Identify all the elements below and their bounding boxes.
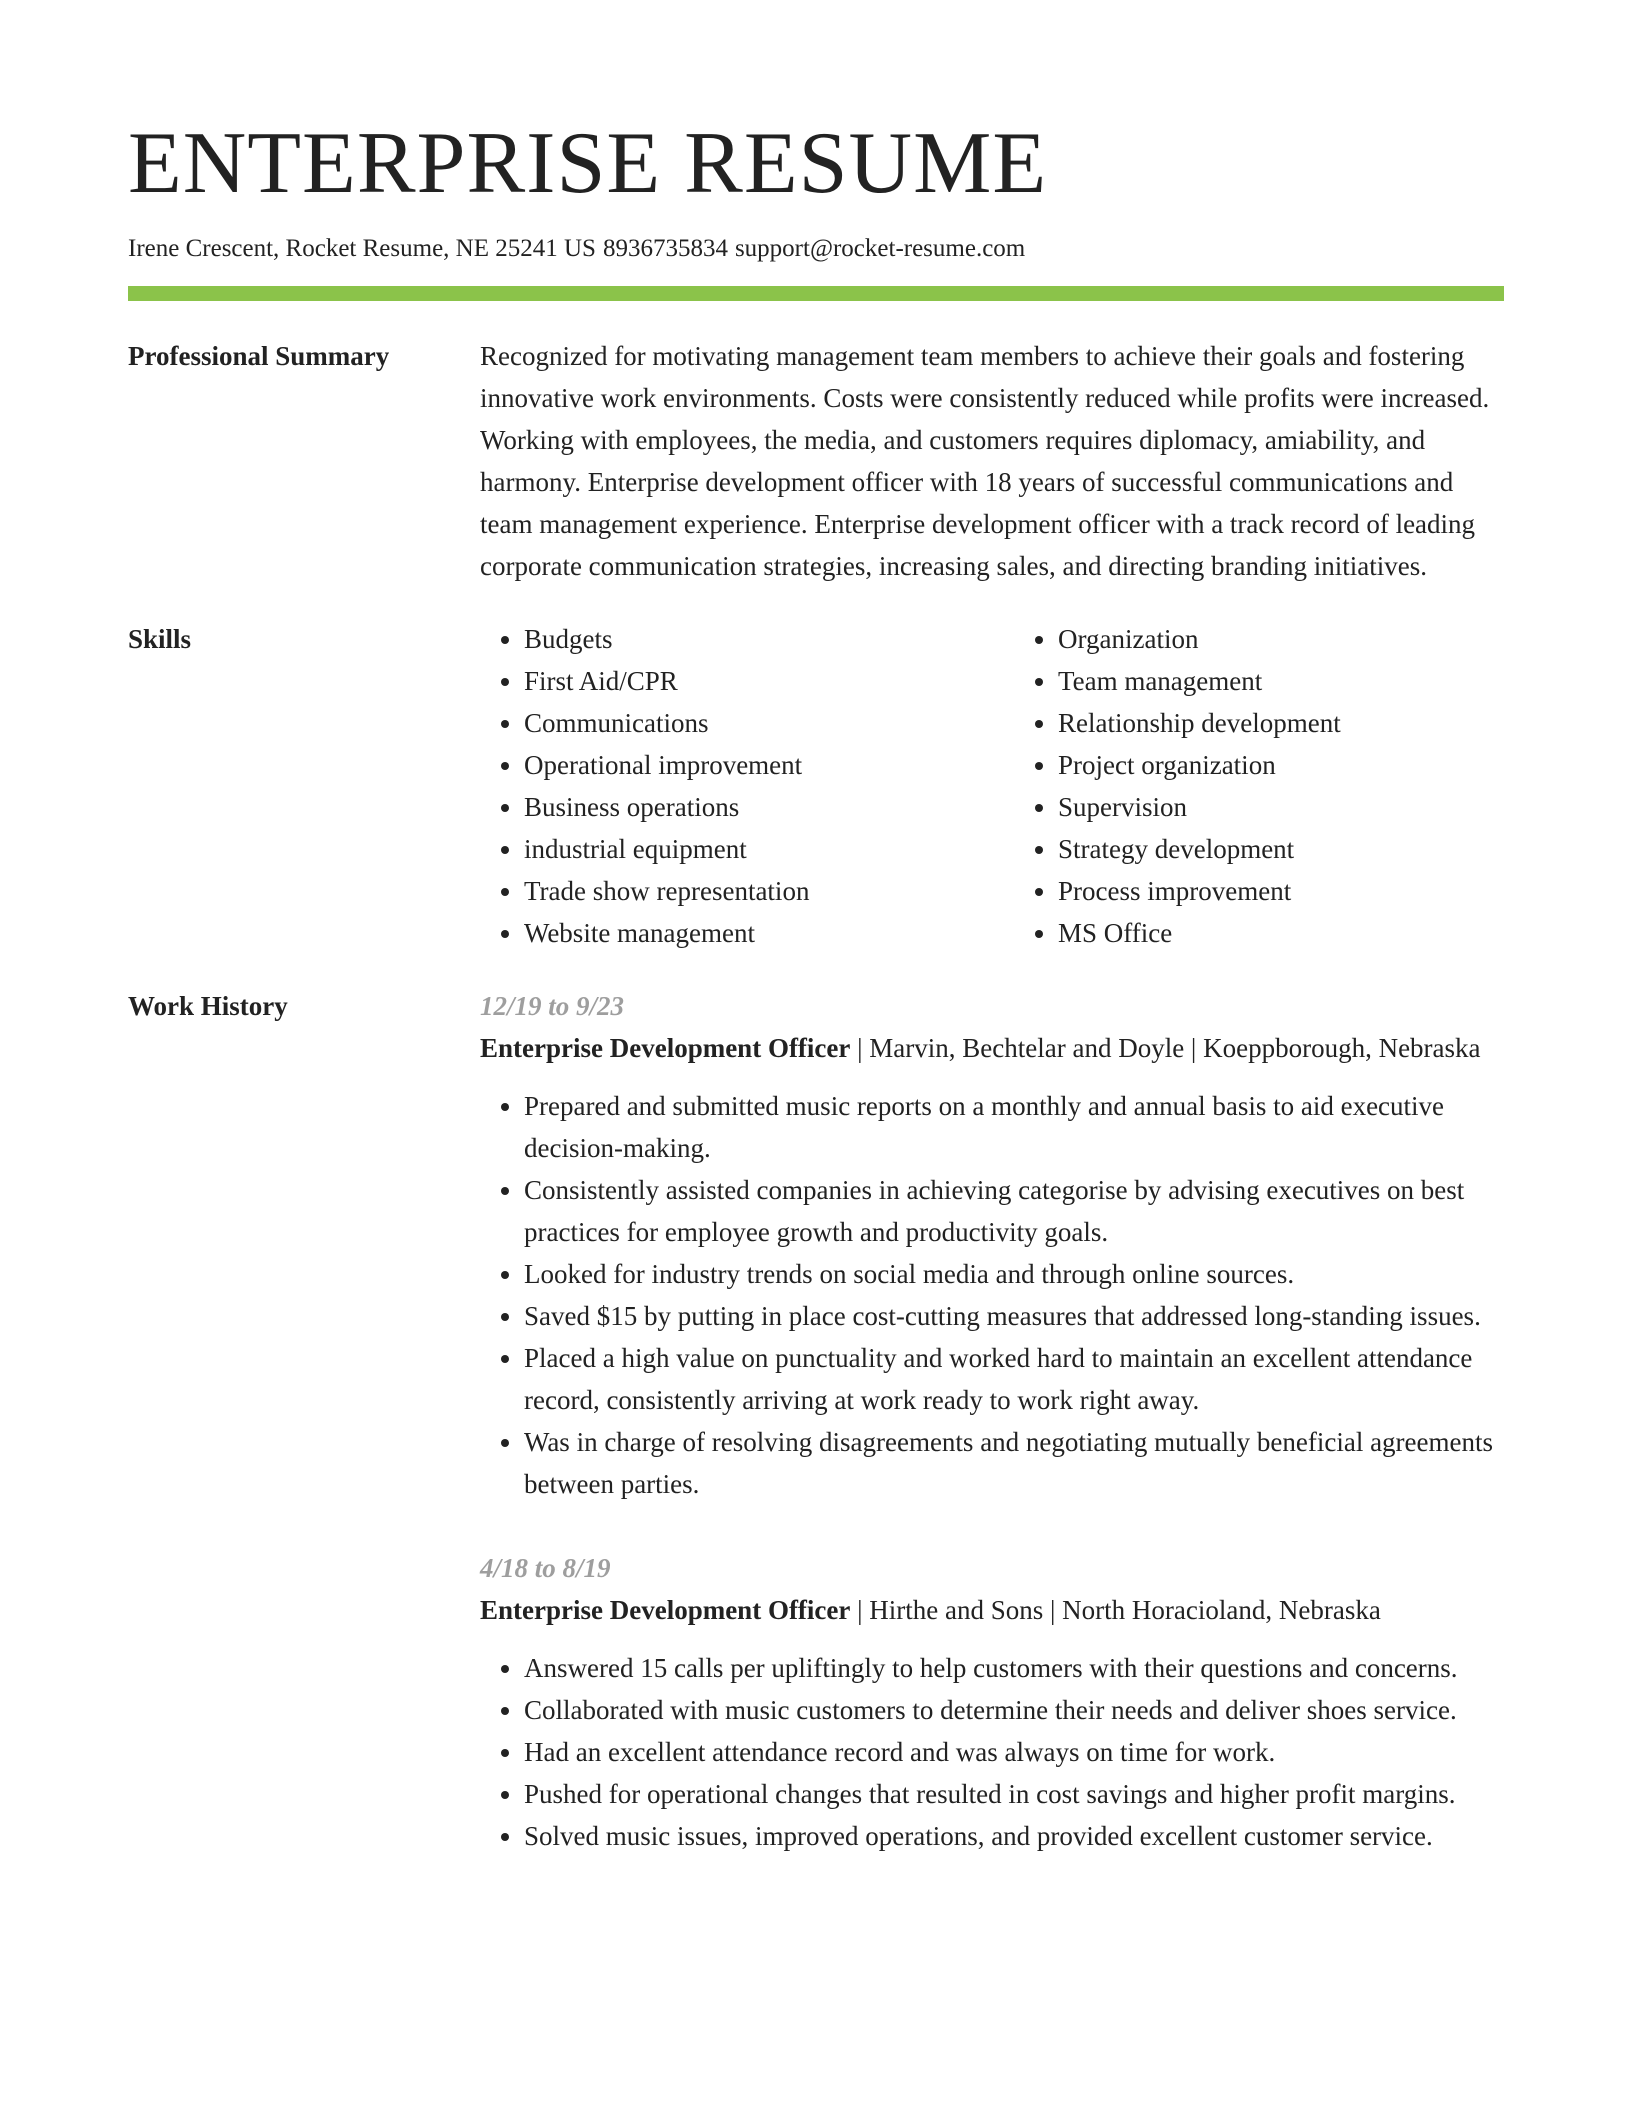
skill-item: • MS Office — [1058, 912, 1504, 954]
job-bullet: • Solved music issues, improved operations, and provided excellent customer service. — [524, 1815, 1504, 1857]
job-title: Enterprise Development Officer — [480, 1033, 851, 1063]
contact-email: support@rocket-resume.com — [734, 235, 1026, 262]
contact-address: Irene Crescent, Rocket Resume, NE 25241 US — [128, 235, 596, 262]
job-bullets — [480, 1085, 1504, 1505]
job-entry — [480, 985, 1504, 1505]
skill-item: • industrial equipment — [524, 828, 970, 870]
job-bullet: • Pushed for operational changes that resulted in cost savings and higher profit margins. — [524, 1773, 1504, 1815]
skill-item: • Relationship development — [1058, 702, 1504, 744]
skill-item: • Operational improvement — [524, 744, 970, 786]
skills-list-left — [480, 618, 970, 954]
job-dates: 12/19 to 9/23 — [480, 991, 625, 1021]
skill-item: • Organization — [1058, 618, 1504, 660]
work-history-section — [128, 985, 1504, 1857]
skill-item: • First Aid/CPR — [524, 660, 970, 702]
job-bullet: • Saved $15 by putting in place cost-cutting measures that addressed long-standing issues. — [524, 1295, 1504, 1337]
job-bullets — [480, 1647, 1504, 1857]
job-title-line — [480, 1589, 1504, 1631]
job-bullet: • Answered 15 calls per upliftingly to help customers with their questions and concerns. — [524, 1647, 1504, 1689]
job-bullet: • Was in charge of resolving disagreements and negotiating mutually beneficial agreements between parties. — [524, 1421, 1504, 1505]
job-entry — [480, 1547, 1504, 1857]
skill-item: • Process improvement — [1058, 870, 1504, 912]
skills-list-right — [1014, 618, 1504, 954]
job-bullet: • Had an excellent attendance record and was always on time for work. — [524, 1731, 1504, 1773]
job-bullet: • Consistently assisted companies in achieving categorise by advising executives on best practices for employee growth and productivity goals. — [524, 1169, 1504, 1253]
skill-item: • Business operations — [524, 786, 970, 828]
summary-body — [480, 335, 1504, 587]
skill-item: • Strategy development — [1058, 828, 1504, 870]
job-bullet: • Placed a high value on punctuality and worked hard to maintain an excellent attendance record, consistently arriving at work ready to work right away. — [524, 1337, 1504, 1421]
skill-item: • Project organization — [1058, 744, 1504, 786]
contact-phone: 8936735834 — [602, 235, 728, 262]
skill-item: • Team management — [1058, 660, 1504, 702]
skill-item: • Website management — [524, 912, 970, 954]
job-title: Enterprise Development Officer — [480, 1595, 851, 1625]
job-title-line — [480, 1027, 1504, 1069]
work-history-body — [480, 985, 1504, 1857]
skill-item: • Trade show representation — [524, 870, 970, 912]
skills-body — [480, 618, 1504, 954]
resume-title: ENTERPRISE RESUME — [128, 115, 1048, 212]
skill-item: • Communications — [524, 702, 970, 744]
summary-text: Recognized for motivating management team members to achieve their goals and fostering innovative work environments. Costs were consistently reduced while profits were increased. Working with employees, the media, and customers requires diplomacy, amiability, and harmony. Enterprise development officer with 18 years of successful communications and team management experience. Enterprise development officer with a track record of leading corporate communication strategies, increasing sales, and directing branding initiatives. — [480, 341, 1490, 581]
skill-item: • Supervision — [1058, 786, 1504, 828]
summary-section — [128, 335, 1504, 587]
skill-item: • Budgets — [524, 618, 970, 660]
job-bullet: • Collaborated with music customers to determine their needs and deliver shoes service. — [524, 1689, 1504, 1731]
job-bullet: • Prepared and submitted music reports on a monthly and annual basis to aid executive decision-making. — [524, 1085, 1504, 1169]
job-bullet: • Looked for industry trends on social media and through online sources. — [524, 1253, 1504, 1295]
skills-heading: Skills — [128, 624, 192, 654]
work-history-heading: Work History — [128, 991, 288, 1021]
skills-section — [128, 618, 1504, 954]
job-details: | Hirthe and Sons | North Horacioland, Nebraska — [850, 1595, 1381, 1625]
header-divider — [128, 286, 1504, 301]
summary-heading: Professional Summary — [128, 341, 390, 371]
contact-line — [128, 236, 1504, 261]
job-dates: 4/18 to 8/19 — [480, 1553, 611, 1583]
job-details: | Marvin, Bechtelar and Doyle | Koeppborough, Nebraska — [850, 1033, 1481, 1063]
